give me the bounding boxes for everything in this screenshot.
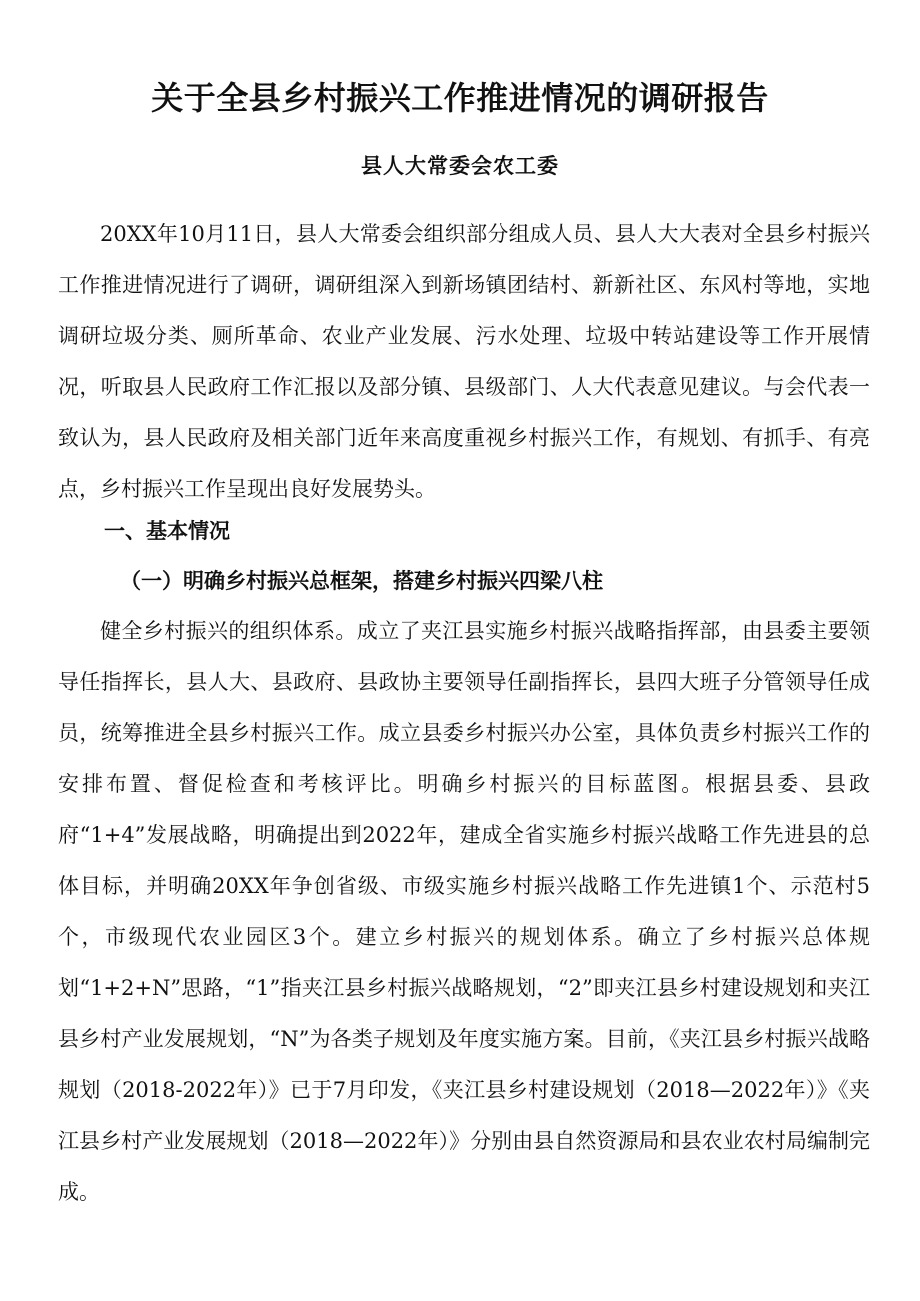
section-heading: 一、基本情况: [104, 518, 230, 543]
document-author: 县人大常委会农工委: [361, 153, 559, 178]
subsection-heading: （一）明确乡村振兴总框架，搭建乡村振兴四梁八柱: [120, 568, 603, 593]
intro-paragraph: 20XX年10月11日，县人大常委会组织部分组成人员、县人大大表对全县乡村振兴工作推进情况进行了调研，调研组深入到新场镇团结村、新新社区、东风村等地，实地调研垃圾分类、厕所革命、农业产业发展、污水处理、垃圾中转站建设等工作开展情况，听取县人民政府工作汇报以及部分镇、县级部门、人大代表意见建议。与会代表一致认为，县人民政府及相关部门近年来高度重视乡村振兴工作，有规划、有抓手、有亮点，乡村振兴工作呈现出良好发展势头。: [58, 222, 870, 501]
document-title: 关于全县乡村振兴工作推进情况的调研报告: [151, 79, 769, 117]
body-paragraph: 健全乡村振兴的组织体系。成立了夹江县实施乡村振兴战略指挥部，由县委主要领导任指挥长，县人大、县政府、县政协主要领导任副指挥长，县四大班子分管领导任成员，统筹推进全县乡村振兴工作。成立县委乡村振兴办公室，具体负责乡村振兴工作的安排布置、督促检查和考核评比。明确乡村振兴的目标蓝图。根据县委、县政府“1+4”发展战略，明确提出到2022年，建成全省实施乡村振兴战略工作先进县的总体目标，并明确20XX年争创省级、市级实施乡村振兴战略工作先进镇1个、示范村5个，市级现代农业园区3个。建立乡村振兴的规划体系。确立了乡村振兴总体规划“1+2+N”思路，“1”指夹江县乡村振兴战略规划，“2”即夹江县乡村建设规划和夹江县乡村产业发展规划，“N”为各类子规划及年度实施方案。目前，《夹江县乡村振兴战略规划（2018-2022年）》已于7月印发，《夹江县乡村建设规划（2018—2022年）》《夹江县乡村产业发展规划（2018—2022年）》分别由县自然资源局和县农业农村局编制完成。: [58, 619, 870, 1204]
